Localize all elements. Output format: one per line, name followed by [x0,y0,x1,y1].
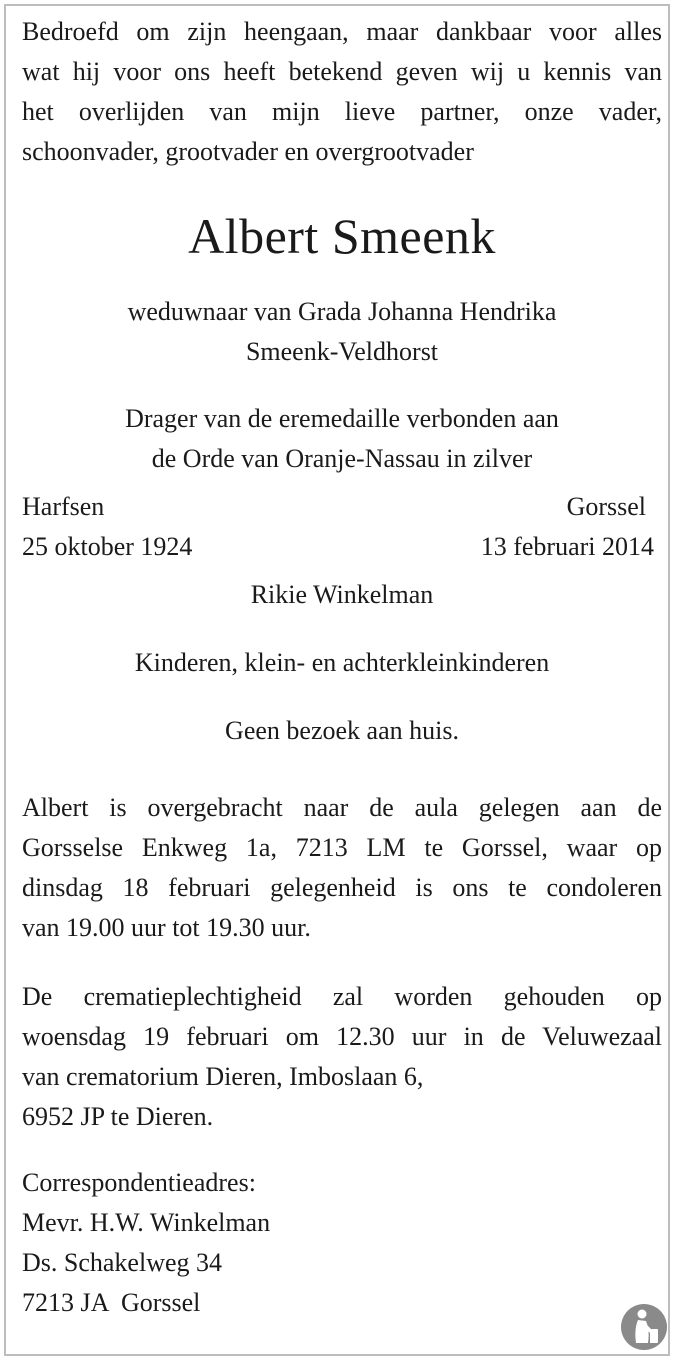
cremation-line: van crematorium Dieren, Imboslaan 6, [22,1062,424,1091]
intro-paragraph [22,12,662,172]
condolence-paragraph [22,788,662,948]
condolence-line: Albert is overgebracht naar de aula gelegen aan de [22,793,662,822]
correspondence-line: Mevr. H.W. Winkelman [22,1208,271,1237]
correspondence-block [22,1163,662,1323]
honor-block [22,399,662,479]
dates-block [22,487,654,567]
death-date: 13 februari 2014 [480,532,654,561]
intro-line: wat hij voor ons heeft betekend geven wij u kennis van [22,57,662,86]
partner-name: Rikie Winkelman [250,580,434,609]
honor-line: Drager van de eremedaille verbonden aan [125,404,559,433]
intro-line: schoonvader, grootvader en overgrootvader [22,137,474,166]
honor-line: de Orde van Oranje-Nassau in zilver [151,444,533,473]
cremation-line: woensdag 19 februari om 12.30 uur in de Veluwezaal [22,1022,662,1051]
cremation-paragraph [22,977,662,1137]
correspondence-label: Correspondentieadres: [22,1168,256,1197]
condolence-line: van 19.00 uur tot 19.30 uur. [22,913,311,942]
mourning-figure-icon [620,1303,668,1351]
cremation-line: De crematieplechtigheid zal worden gehouden op [22,982,662,1011]
death-place: Gorssel [566,492,646,521]
condolence-line: dinsdag 18 februari gelegenheid is ons te condoleren [22,873,662,902]
birth-place: Harfsen [22,492,105,521]
intro-line: het overlijden van mijn lieve partner, onze vader, [22,97,662,126]
family-line: Kinderen, klein- en achterkleinkinderen [134,648,550,677]
birth-date: 25 oktober 1924 [22,532,193,561]
widower-block [22,292,662,372]
correspondence-line: 7213 JA Gorssel [22,1288,201,1317]
widower-line: weduwnaar van Grada Johanna Hendrika [127,297,557,326]
widower-line: Smeenk-Veldhorst [245,337,439,366]
cremation-line: 6952 JP te Dieren. [22,1102,214,1131]
condolence-line: Gorsselse Enkweg 1a, 7213 LM te Gorssel, waar op [22,833,662,862]
no-visit-line: Geen bezoek aan huis. [225,716,459,745]
correspondence-line: Ds. Schakelweg 34 [22,1248,223,1277]
intro-line: Bedroefd om zijn heengaan, maar dankbaar voor alles [22,17,662,46]
deceased-name: Albert Smeenk [188,208,496,264]
